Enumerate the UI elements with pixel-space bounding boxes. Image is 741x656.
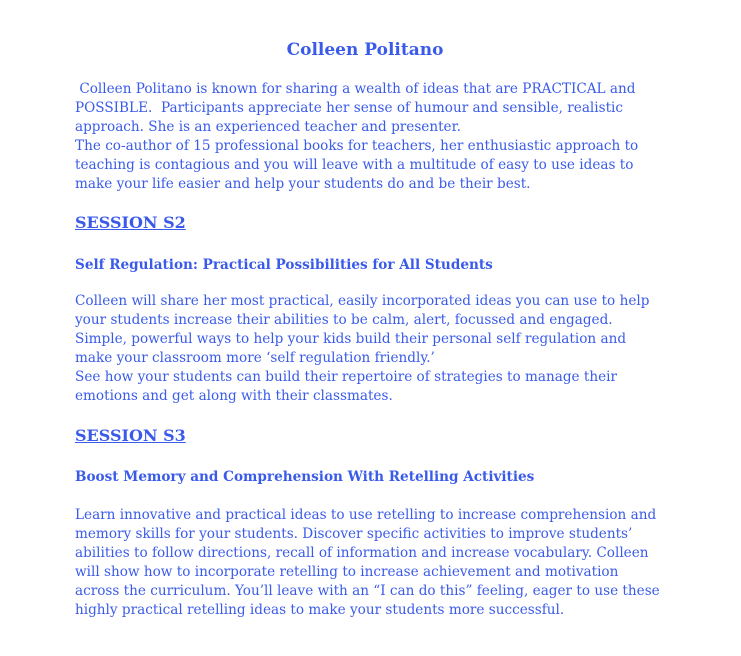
description-line: Learn innovative and practical ideas to use retelling to increase comprehension and [75, 507, 657, 523]
description-line: See how your students can build their repertoire of strategies to manage their [75, 369, 618, 385]
description-line: Colleen will share her most practical, easily incorporated ideas you can use to help [75, 293, 650, 309]
bio-line: teaching is contagious and you will leave with a multitude of easy to use ideas to [75, 157, 634, 173]
session-s3-description [75, 506, 715, 620]
description-line: memory skills for your students. Discover specific activities to improve students’ [75, 526, 633, 542]
bio-paragraph [75, 80, 715, 194]
bio-line: POSSIBLE. Participants appreciate her sense of humour and sensible, realistic [75, 100, 624, 116]
bio-line: The co-author of 15 professional books for teachers, her enthusiastic approach to [75, 138, 639, 154]
session-s2-description [75, 292, 715, 406]
description-line: your students increase their abilities to be calm, alert, focussed and engaged. [75, 312, 613, 328]
description-line: make your classroom more ‘self regulation friendly.’ [75, 350, 435, 366]
description-line: will show how to incorporate retelling to increase achievement and motivation [75, 564, 619, 580]
bio-line: make your life easier and help your students do and be their best. [75, 176, 531, 192]
session-s2-title: Self Regulation: Practical Possibilities for All Students [75, 257, 493, 273]
session-s2-heading: SESSION S2 [75, 213, 186, 232]
description-line: abilities to follow directions, recall of information and increase vocabulary. Colleen [75, 545, 649, 561]
session-s3-title: Boost Memory and Comprehension With Retelling Activities [75, 469, 535, 485]
description-line: emotions and get along with their classmates. [75, 388, 393, 404]
description-line: highly practical retelling ideas to make your students more successful. [75, 602, 565, 618]
bio-line: approach. She is an experienced teacher and presenter. [75, 119, 461, 135]
session-s3-heading: SESSION S3 [75, 426, 186, 445]
page-title: Colleen Politano [286, 40, 444, 60]
bio-line: Colleen Politano is known for sharing a wealth of ideas that are PRACTICAL and [75, 81, 636, 97]
description-line: across the curriculum. You’ll leave with an “I can do this” feeling, eager to use these [75, 583, 660, 599]
description-line: Simple, powerful ways to help your kids build their personal self regulation and [75, 331, 627, 347]
